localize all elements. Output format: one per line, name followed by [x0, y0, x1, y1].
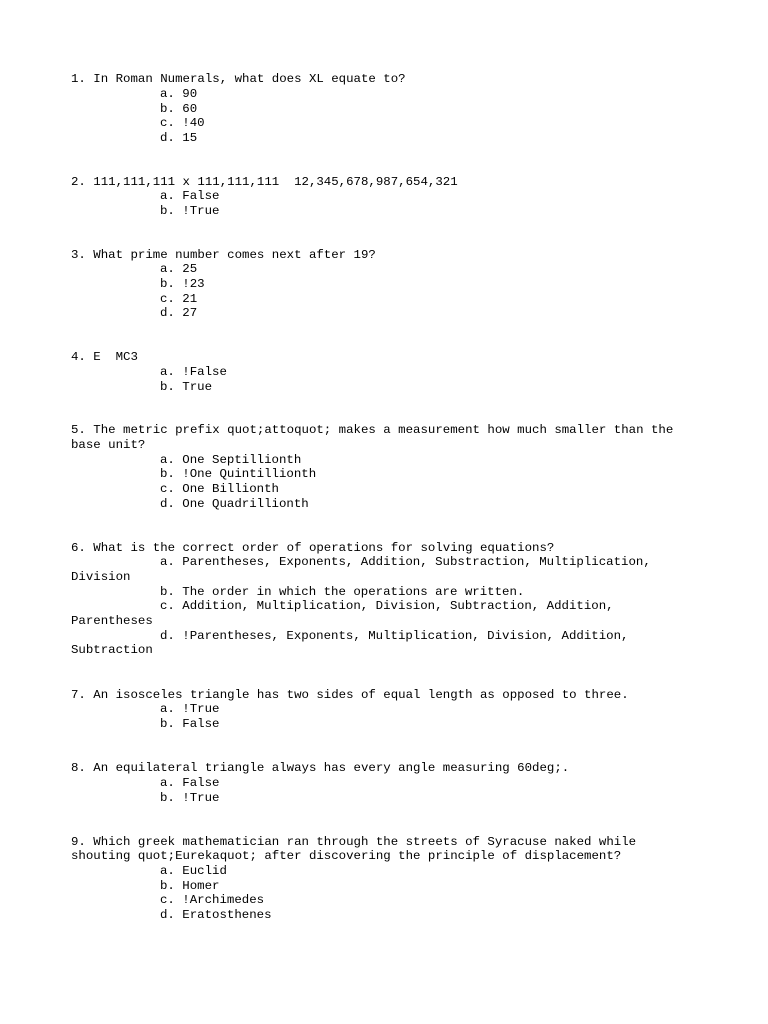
- question-6-option-a: a. Parentheses, Exponents, Addition, Substraction, Multiplication,: [160, 555, 651, 569]
- question-2-option-a: a. False: [160, 189, 220, 203]
- question-4-option-b: b. True: [160, 380, 213, 394]
- question-6-option-b: b. The order in which the operations are written.: [160, 585, 525, 599]
- question-5-option-b: b. !One Quintillionth: [160, 467, 317, 481]
- question-9-option-c: c. !Archimedes: [160, 893, 265, 907]
- question-8-option-b: b. !True: [160, 791, 220, 805]
- question-7-option-a: a. !True: [160, 702, 220, 716]
- question-5-option-a: a. One Septillionth: [160, 453, 302, 467]
- question-4-text: 4. E MC3: [71, 350, 138, 364]
- question-8-text: 8. An equilateral triangle always has every angle measuring 60deg;.: [71, 761, 570, 775]
- question-1-option-d: d. 15: [160, 131, 198, 145]
- question-3-option-c: c. 21: [160, 292, 198, 306]
- question-4-option-a: a. !False: [160, 365, 227, 379]
- question-8-option-a: a. False: [160, 776, 220, 790]
- question-5-option-c: c. One Billionth: [160, 482, 279, 496]
- question-9-option-a: a. Euclid: [160, 864, 227, 878]
- question-6-option-a-continued: Division: [71, 570, 131, 584]
- question-7-option-b: b. False: [160, 717, 220, 731]
- question-1-option-b: b. 60: [160, 102, 198, 116]
- question-2-option-b: b. !True: [160, 204, 220, 218]
- question-9-option-d: d. Eratosthenes: [160, 908, 272, 922]
- question-6-option-d-continued: Subtraction: [71, 643, 153, 657]
- question-9-option-b: b. Homer: [160, 879, 220, 893]
- question-6-option-c-continued: Parentheses: [71, 614, 153, 628]
- question-6-option-d: d. !Parentheses, Exponents, Multiplication, Division, Addition,: [160, 629, 629, 643]
- question-3-option-b: b. !23: [160, 277, 205, 291]
- question-5-text-continued: base unit?: [71, 438, 146, 452]
- question-2-text: 2. 111,111,111 x 111,111,111 12,345,678,987,654,321: [71, 175, 458, 189]
- question-5-text: 5. The metric prefix quot;attoquot; makes a measurement how much smaller than the: [71, 423, 674, 437]
- question-1-text: 1. In Roman Numerals, what does XL equate to?: [71, 72, 406, 86]
- question-1-option-a: a. 90: [160, 87, 198, 101]
- question-3-option-d: d. 27: [160, 306, 198, 320]
- question-7-text: 7. An isosceles triangle has two sides of equal length as opposed to three.: [71, 688, 629, 702]
- question-3-text: 3. What prime number comes next after 19?: [71, 248, 376, 262]
- question-9-text: 9. Which greek mathematician ran through the streets of Syracuse naked while: [71, 835, 637, 849]
- question-6-text: 6. What is the correct order of operations for solving equations?: [71, 541, 555, 555]
- question-9-text-continued: shouting quot;Eurekaquot; after discovering the principle of displacement?: [71, 849, 622, 863]
- question-6-option-c: c. Addition, Multiplication, Division, Subtraction, Addition,: [160, 599, 614, 613]
- question-1-option-c: c. !40: [160, 116, 205, 130]
- question-5-option-d: d. One Quadrillionth: [160, 497, 309, 511]
- question-3-option-a: a. 25: [160, 262, 198, 276]
